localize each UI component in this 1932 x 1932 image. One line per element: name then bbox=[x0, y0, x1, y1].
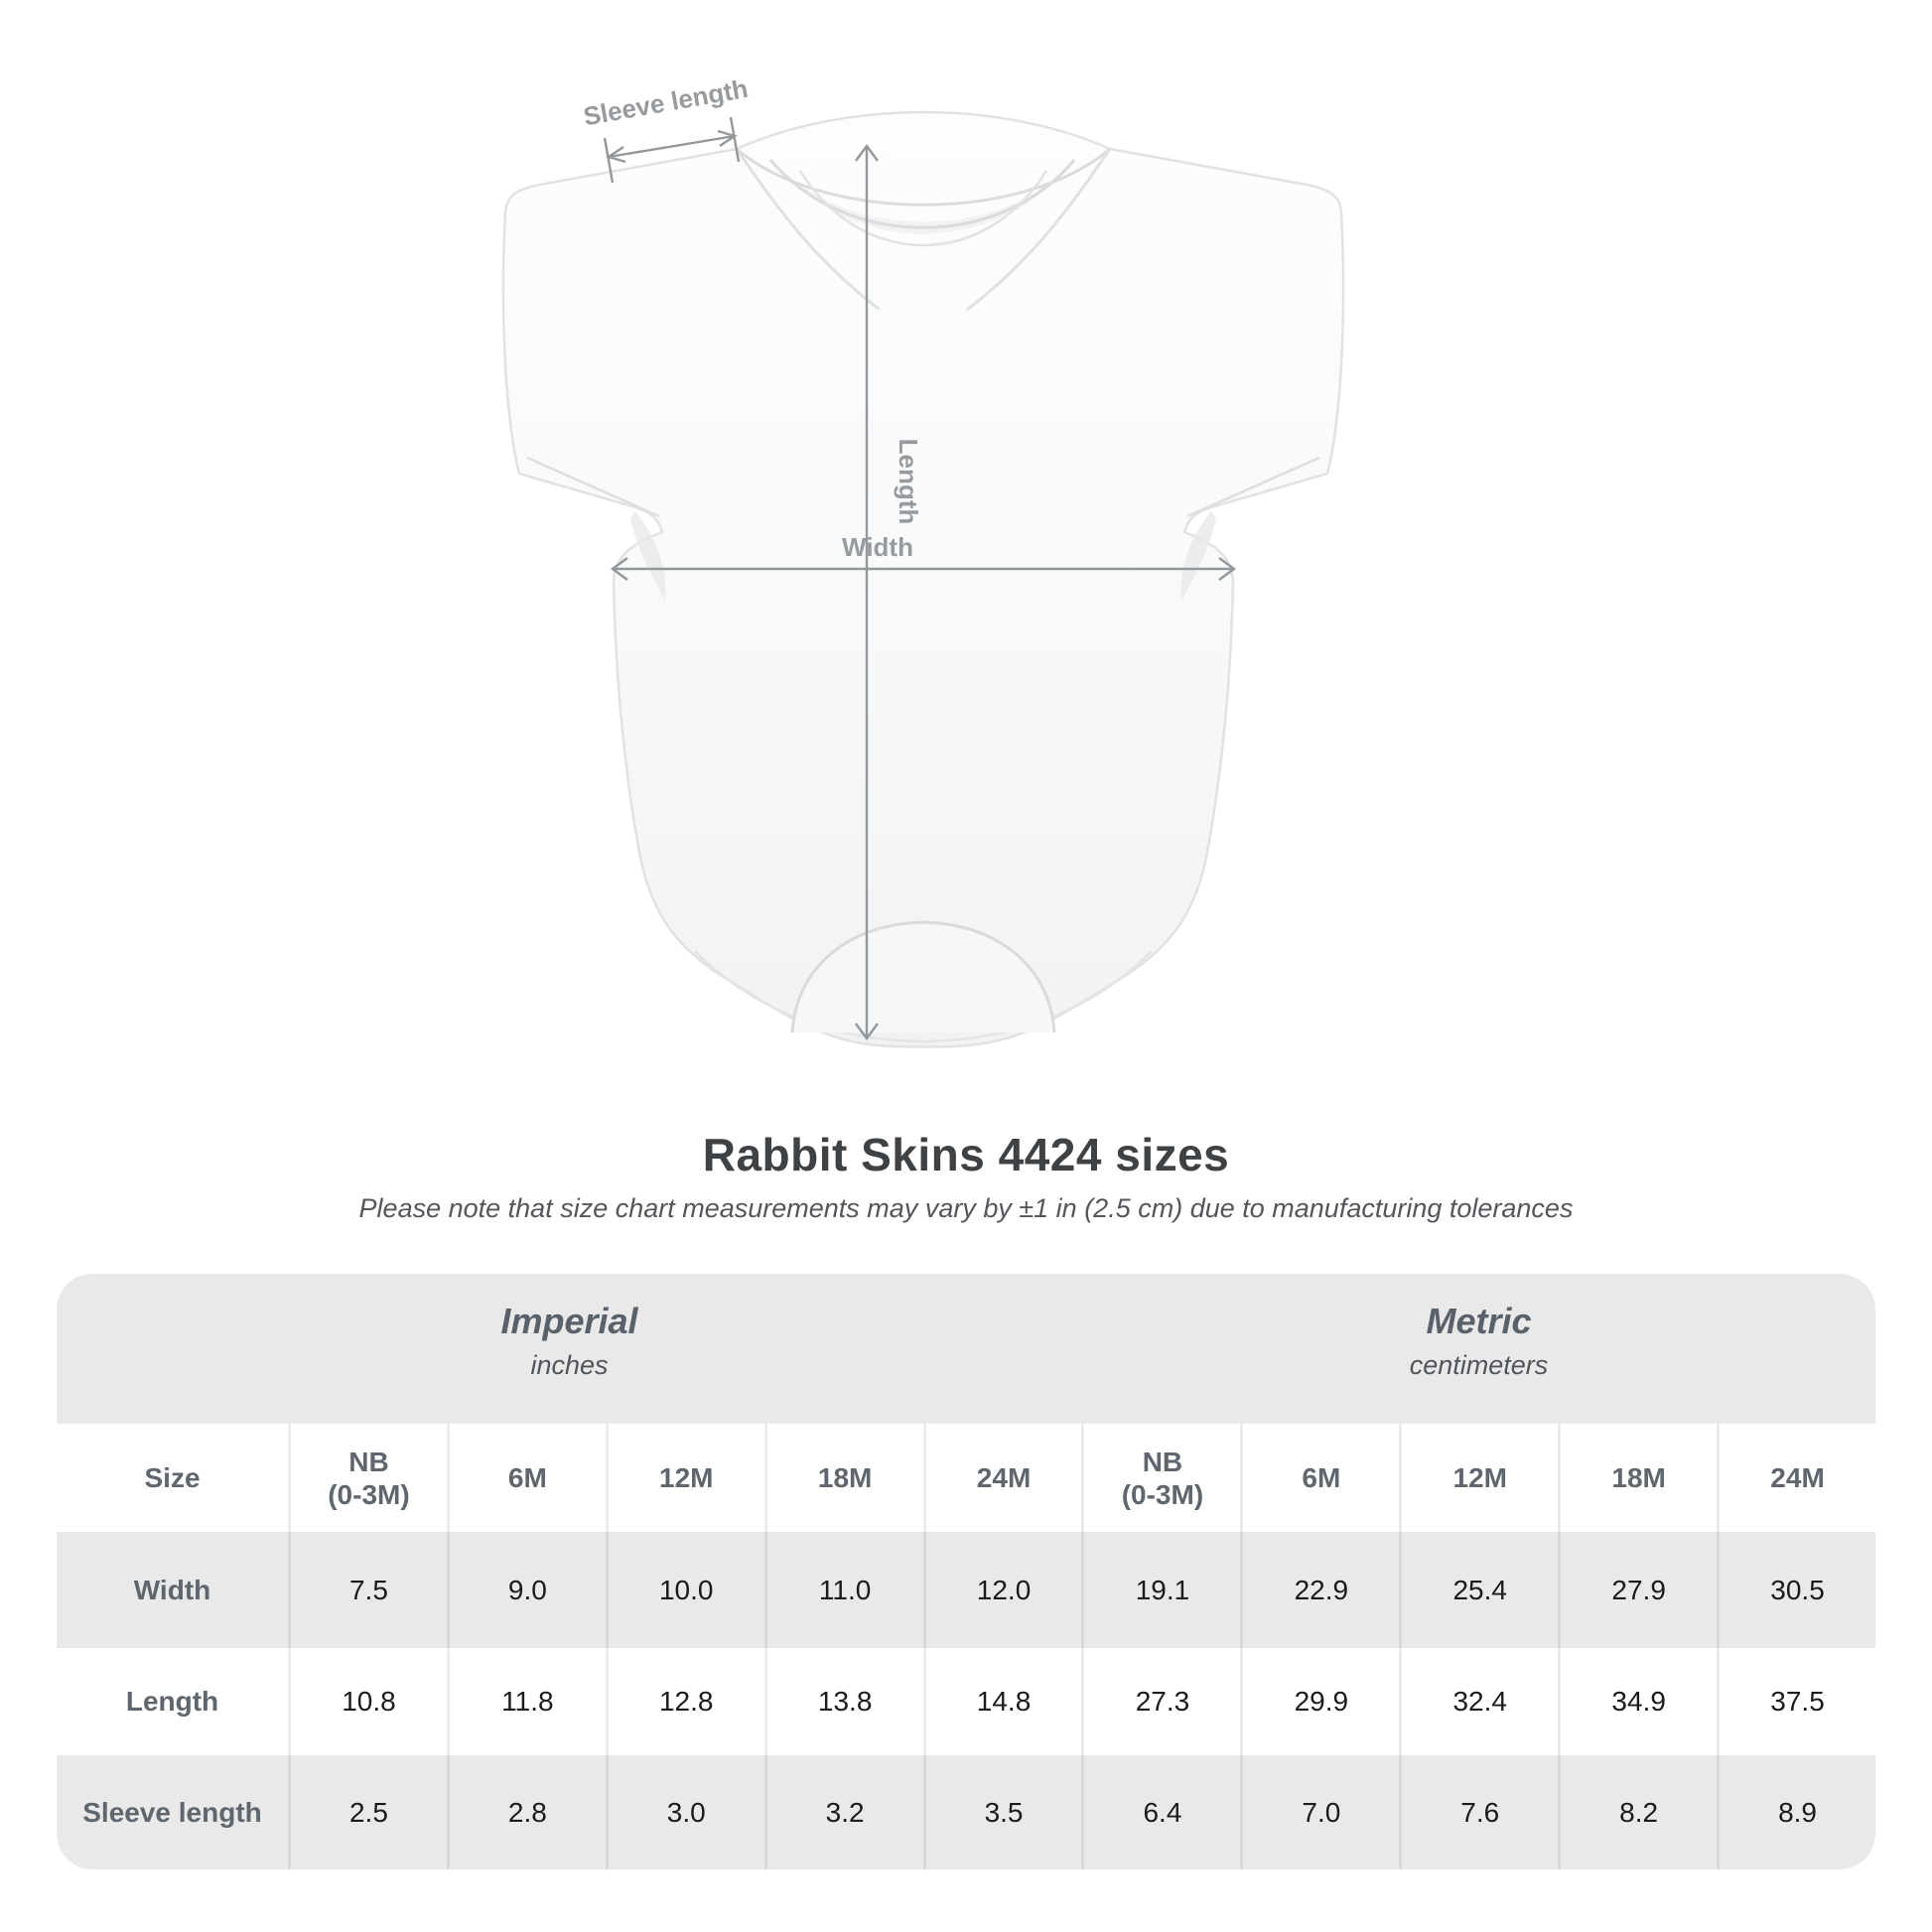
page-subtitle: Please note that size chart measurements may vary by ±1 in (2.5 cm) due to manufacturing tolerances bbox=[358, 1193, 1574, 1223]
table-row-sleeve-length bbox=[57, 1755, 1875, 1869]
size-value: 30.5 bbox=[1717, 1532, 1875, 1648]
size-value: 3.2 bbox=[764, 1755, 923, 1869]
size-value: 12.8 bbox=[606, 1648, 764, 1755]
length-label: Length bbox=[894, 438, 923, 525]
size-value: 3.0 bbox=[606, 1755, 764, 1869]
col-header: 12M bbox=[606, 1424, 764, 1532]
col-header: 24M bbox=[923, 1424, 1082, 1532]
size-value: 2.5 bbox=[288, 1755, 447, 1869]
size-value: 37.5 bbox=[1717, 1648, 1875, 1755]
size-value: 9.0 bbox=[447, 1532, 606, 1648]
metric-unit: centimeters bbox=[1409, 1350, 1549, 1380]
row-label: Width bbox=[133, 1574, 211, 1605]
col-header: 24M bbox=[1717, 1424, 1875, 1532]
size-value: 29.9 bbox=[1240, 1648, 1399, 1755]
metric-section-header bbox=[1082, 1274, 1875, 1424]
size-value: 7.6 bbox=[1399, 1755, 1558, 1869]
size-value: 19.1 bbox=[1081, 1532, 1240, 1648]
metric-label: Metric bbox=[1426, 1301, 1532, 1341]
size-value: 8.2 bbox=[1558, 1755, 1717, 1869]
size-value: 11.8 bbox=[447, 1648, 606, 1755]
col-header: 12M bbox=[1399, 1424, 1558, 1532]
size-value: 8.9 bbox=[1717, 1755, 1875, 1869]
size-value: 6.4 bbox=[1081, 1755, 1240, 1869]
page-title: Rabbit Skins 4424 sizes bbox=[702, 1129, 1230, 1180]
imperial-label: Imperial bbox=[500, 1301, 638, 1341]
size-value: 22.9 bbox=[1240, 1532, 1399, 1648]
col-header-nb-imperial: NB (0-3M) bbox=[288, 1424, 447, 1532]
units-header-row bbox=[57, 1274, 1875, 1424]
size-value: 27.3 bbox=[1081, 1648, 1240, 1755]
size-value: 2.8 bbox=[447, 1755, 606, 1869]
row-label: Sleeve length bbox=[82, 1796, 262, 1828]
imperial-unit: inches bbox=[530, 1350, 609, 1380]
sleeve-length-label: Sleeve length bbox=[581, 72, 751, 132]
size-value: 13.8 bbox=[764, 1648, 923, 1755]
col-header-nb-metric: NB (0-3M) bbox=[1081, 1424, 1240, 1532]
col-header: 18M bbox=[764, 1424, 923, 1532]
size-value: 27.9 bbox=[1558, 1532, 1717, 1648]
size-value: 25.4 bbox=[1399, 1532, 1558, 1648]
table-row-width bbox=[57, 1532, 1875, 1648]
imperial-section-header bbox=[57, 1274, 1082, 1424]
table-header-row bbox=[57, 1424, 1875, 1532]
size-value: 7.0 bbox=[1240, 1755, 1399, 1869]
col-header-size: Size bbox=[144, 1462, 201, 1493]
col-header: 6M bbox=[1240, 1424, 1399, 1532]
size-value: 10.8 bbox=[288, 1648, 447, 1755]
size-value: 32.4 bbox=[1399, 1648, 1558, 1755]
size-value: 3.5 bbox=[923, 1755, 1082, 1869]
size-value: 14.8 bbox=[923, 1648, 1082, 1755]
size-value: 34.9 bbox=[1558, 1648, 1717, 1755]
size-value: 10.0 bbox=[606, 1532, 764, 1648]
size-table bbox=[57, 1274, 1875, 1869]
size-value: 12.0 bbox=[923, 1532, 1082, 1648]
col-header: 18M bbox=[1558, 1424, 1717, 1532]
size-value: 7.5 bbox=[288, 1532, 447, 1648]
width-label: Width bbox=[842, 532, 913, 562]
table-row-length bbox=[57, 1648, 1875, 1755]
col-header: 6M bbox=[447, 1424, 606, 1532]
row-label: Length bbox=[125, 1686, 219, 1717]
size-value: 11.0 bbox=[764, 1532, 923, 1648]
onesie-body bbox=[503, 112, 1343, 1047]
